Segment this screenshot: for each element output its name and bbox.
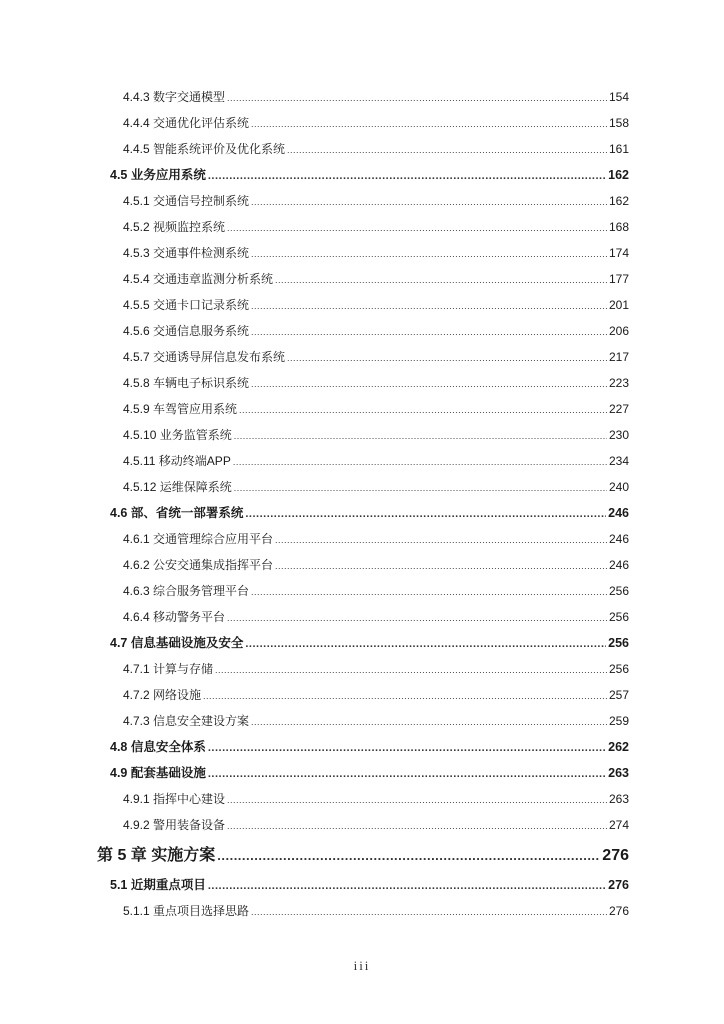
toc-entry[interactable]	[123, 474, 629, 500]
toc-entry-title: 4.9.1 指挥中心建设	[123, 792, 226, 806]
toc-entry-page: 276	[602, 847, 629, 864]
toc-entry[interactable]	[123, 552, 629, 578]
dot-leader	[208, 735, 606, 761]
toc-entry[interactable]	[110, 760, 629, 786]
dot-leader	[208, 163, 606, 189]
dot-leader	[251, 241, 607, 267]
dot-leader	[275, 527, 607, 553]
toc-entry[interactable]	[123, 708, 629, 734]
toc-entry-title: 4.7.3 信息安全建设方案	[123, 714, 250, 728]
toc-entry-title: 5.1.1 重点项目选择思路	[123, 904, 250, 918]
toc-entry-page: 256	[608, 636, 629, 650]
dot-leader	[227, 215, 607, 241]
toc-entry[interactable]	[123, 448, 629, 474]
toc-entry[interactable]	[123, 214, 629, 240]
toc-entry-page: 263	[608, 766, 629, 780]
toc-entry-page: 162	[608, 168, 629, 182]
toc-entry-title: 4.4.3 数字交通模型	[123, 90, 226, 104]
toc-entry-page: 158	[608, 116, 629, 130]
toc-entry-title: 4.9 配套基础设施	[110, 766, 206, 780]
dot-leader	[251, 189, 607, 215]
toc-entry-title: 5.1 近期重点项目	[110, 878, 206, 892]
dot-leader	[251, 899, 607, 925]
toc-entry-page: 276	[608, 904, 629, 918]
dot-leader	[251, 709, 607, 735]
toc-entry[interactable]	[123, 786, 629, 812]
toc-entry-title: 4.6.2 公安交通集成指挥平台	[123, 558, 274, 572]
toc-entry-title: 4.5.7 交通诱导屏信息发布系统	[123, 350, 286, 364]
dot-leader	[227, 605, 607, 631]
dot-leader	[234, 475, 607, 501]
toc-entry-title: 4.5.2 视频监控系统	[123, 220, 226, 234]
dot-leader	[234, 423, 607, 449]
toc-entry-page: 246	[608, 532, 629, 546]
toc-entry-title: 4.8 信息安全体系	[110, 740, 206, 754]
toc-entry[interactable]	[123, 188, 629, 214]
dot-leader	[245, 501, 606, 527]
toc-entry[interactable]	[123, 292, 629, 318]
toc-entry-title: 4.7.2 网络设施	[123, 688, 202, 702]
toc-entry[interactable]	[123, 526, 629, 552]
toc-entry-title: 4.6.1 交通管理综合应用平台	[123, 532, 274, 546]
toc-entry-page: 274	[608, 818, 629, 832]
toc-entry[interactable]	[123, 656, 629, 682]
toc-entry-page: 256	[608, 610, 629, 624]
toc-entry[interactable]	[123, 240, 629, 266]
toc-entry-page: 263	[608, 792, 629, 806]
dot-leader	[251, 579, 607, 605]
toc-entry-title: 4.5.12 运维保障系统	[123, 480, 232, 494]
toc-entry[interactable]	[123, 604, 629, 630]
dot-leader	[227, 85, 607, 111]
dot-leader	[245, 631, 606, 657]
toc-entry-page: 162	[608, 194, 629, 208]
toc-entry-page: 246	[608, 558, 629, 572]
toc-entry-title: 4.6 部、省统一部署系统	[110, 506, 244, 520]
toc-entry-page: 227	[608, 402, 629, 416]
toc-entry[interactable]	[110, 872, 629, 898]
toc-entry-page: 256	[608, 584, 629, 598]
toc-entry-title: 4.4.4 交通优化评估系统	[123, 116, 250, 130]
toc-entry[interactable]	[123, 136, 629, 162]
toc-entry-title: 4.5.1 交通信号控制系统	[123, 194, 250, 208]
toc-entry-title: 4.5.9 车驾管应用系统	[123, 402, 238, 416]
toc-entry-title: 4.5.10 业务监管系统	[123, 428, 232, 442]
dot-leader	[203, 683, 607, 709]
dot-leader	[251, 319, 607, 345]
toc-entry-page: 168	[608, 220, 629, 234]
dot-leader	[275, 267, 607, 293]
toc-entry[interactable]	[123, 682, 629, 708]
toc-entry[interactable]	[97, 840, 629, 872]
toc-entry-page: 240	[608, 480, 629, 494]
dot-leader	[239, 397, 607, 423]
toc-entry-title: 4.7 信息基础设施及安全	[110, 636, 244, 650]
dot-leader	[251, 371, 607, 397]
toc-entry-page: 174	[608, 246, 629, 260]
toc-entry[interactable]	[123, 266, 629, 292]
dot-leader	[287, 137, 607, 163]
toc-entry-title: 4.6.3 综合服务管理平台	[123, 584, 250, 598]
page-number: iii	[353, 958, 371, 973]
toc-entry-title: 4.5.4 交通违章监测分析系统	[123, 272, 274, 286]
toc-entry-title: 4.5.3 交通事件检测系统	[123, 246, 250, 260]
toc-entry[interactable]	[110, 500, 629, 526]
toc-entry-title: 4.5 业务应用系统	[110, 168, 206, 182]
dot-leader	[233, 449, 607, 475]
toc-entry-page: 161	[608, 142, 629, 156]
toc-entry-page: 276	[608, 878, 629, 892]
dot-leader	[208, 761, 606, 787]
toc-entry-page: 257	[608, 688, 629, 702]
dot-leader	[227, 813, 607, 839]
toc-entry-page: 259	[608, 714, 629, 728]
toc-entry-page: 246	[608, 506, 629, 520]
toc-entry[interactable]	[123, 812, 629, 838]
toc-entry-page: 177	[608, 272, 629, 286]
dot-leader	[215, 657, 607, 683]
toc-entry[interactable]	[123, 318, 629, 344]
toc-entry-title: 4.7.1 计算与存储	[123, 662, 214, 676]
toc-entry-title: 4.6.4 移动警务平台	[123, 610, 226, 624]
toc-entry[interactable]	[123, 84, 629, 110]
dot-leader	[251, 293, 607, 319]
dot-leader	[208, 873, 606, 899]
toc-entry-title: 4.5.11 移动终端APP	[123, 454, 231, 468]
toc-entry[interactable]	[123, 578, 629, 604]
toc-entry-title: 4.9.2 警用装备设备	[123, 818, 226, 832]
dot-leader	[251, 111, 607, 137]
toc-entry-page: 201	[608, 298, 629, 312]
toc-entry-page: 256	[608, 662, 629, 676]
toc-entry[interactable]	[123, 422, 629, 448]
toc-entry-page: 154	[608, 90, 629, 104]
toc-entry[interactable]	[123, 110, 629, 136]
toc-entry-page: 223	[608, 376, 629, 390]
dot-leader	[287, 345, 607, 371]
dot-leader	[217, 840, 600, 872]
toc-entry[interactable]	[110, 734, 629, 760]
toc-entry[interactable]	[110, 630, 629, 656]
toc-entry[interactable]	[123, 344, 629, 370]
toc-entry-title: 第 5 章 实施方案	[97, 847, 216, 864]
table-of-contents	[0, 84, 724, 924]
toc-entry[interactable]	[110, 162, 629, 188]
toc-entry-title: 4.5.6 交通信息服务系统	[123, 324, 250, 338]
toc-entry[interactable]	[123, 370, 629, 396]
toc-entry-page: 230	[608, 428, 629, 442]
toc-entry-title: 4.4.5 智能系统评价及优化系统	[123, 142, 286, 156]
toc-entry-title: 4.5.8 车辆电子标识系统	[123, 376, 250, 390]
toc-entry[interactable]	[123, 396, 629, 422]
toc-entry-page: 206	[608, 324, 629, 338]
dot-leader	[227, 787, 607, 813]
toc-entry-page: 234	[608, 454, 629, 468]
dot-leader	[275, 553, 607, 579]
toc-entry-page: 262	[608, 740, 629, 754]
toc-entry[interactable]	[123, 898, 629, 924]
toc-entry-page: 217	[608, 350, 629, 364]
toc-entry-title: 4.5.5 交通卡口记录系统	[123, 298, 250, 312]
